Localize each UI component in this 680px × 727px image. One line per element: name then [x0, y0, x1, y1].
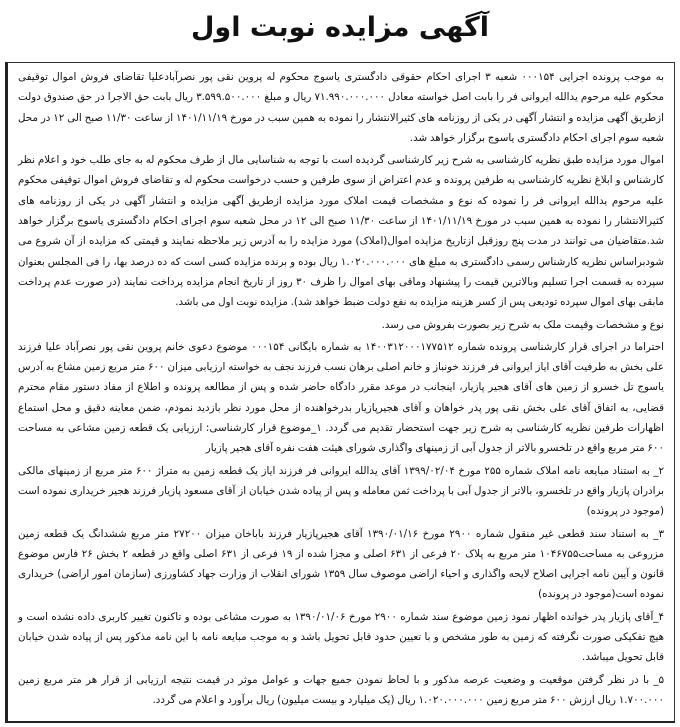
- item-3-paragraph: ۳_ به استناد سند قطعی غیر منقول شماره ۲۹۰۰ مورخ ۱۳۹۰/۰۱/۱۶ آقای هجیرپازیار فرزند باباخان میزان ۲۷۲۰۰ متر مربع ششدانگ یک قطعه زمین مزروعی به مساحت۱۰۴۶۷۵۵ متر مربع به پلاک ۲۰ فرعی از ۶۳۱ اصلی و مجزا شده از ۱۹ فرعی از ۶۳۱ اصلی واقع در قطعه ۲ بخش ۲۶ فارس موضوع قانون و آیین نامه اجرایی اصلاح لایحه واگذاری و احیاء اراضی موصوف سال ۱۳۵۹ شورای انقلاب از وزارت جهاد کشاورزی (سازمان امور اراضی) خریداری نموده است(موجود در پرونده): [18, 527, 665, 601]
- item-5-paragraph: ۵_ با در نظر گرفتن موقعیت و وضعیت عرصه مذکور و با لحاظ نمودن جمیع جهات و عوامل موثر در قیمت نتیجه ارزیابی از قرار هر متر مربع زمین ۱.۷۰۰.۰۰۰ ریال ارزش ۶۰۰ متر مربع زمین ۱.۰۲۰.۰۰۰.۰۰۰ ریال (یک میلیارد و بیست میلیون) ریال برآورد و اعلام می گردد.: [18, 673, 664, 706]
- item-2-paragraph: ۲_ به استناد مبایعه نامه املاک شماره ۲۵۵ مورخ ۱۳۹۹/۰۲/۰۴ آقای یدالله ایروانی فر فرزند ایاز یک قطعه زمین به متراژ ۶۰۰ متر مربع از زمینهای مالکی برادران پازیار واقع در تلخسرو، بالاتر از جدول آبی با پرداخت ثمن معامله و پس از پیاده شدن خیابان از آقای مسعود پازیار فرزند هجیر خریداری نموده است (موجود در پرونده): [18, 464, 664, 518]
- property-heading: نوع و مشخصات وقیمت ملک به شرح زیر بصورت بفروش می رسد.: [381, 318, 664, 331]
- item-4-paragraph: ۴_آقای پازیار پدر خوانده اظهار نمود زمین موضوع سند شماره ۲۹۰۰ مورخ ۱۳۹۰/۰۱/۰۶ به صورت مشاعی بوده و تاکنون تغییر کاربری داده نشده است و هیچ تفکیکی صورت نگرفته که زمین به طور مشخص و با تعیین حدود قابل تحویل باشد و به موجب مبایعه نامه با این نامه مذکور پس از پیاده شدن خیابان قابل تحویل میباشد.: [18, 610, 664, 664]
- intro-paragraph: به موجب پرونده اجرایی ۰۰۰۱۵۴ شعبه ۳ اجرای احکام حقوقی دادگستری یاسوج محکوم له پروین نقی پور نصرآبادعلیا تقاضای فروش اموال توقیفی محکوم علیه مرحوم یدالله ایروانی فر را بابت اصل خواسته معادل ۷۱.۹۹۰.۰۰۰.۰۰۰ ریال و مبلغ ۳.۵۹۹.۵۰۰.۰۰۰ ریال بابت حق الاجرا در حق صندوق دولت ازطریق آگهی مزایده و انتشار آگهی در یکی از روزنامه های کثیرالانتشار را نموده به همین سبب در مورخ ۱۴۰۱/۱۱/۱۹ از ساعت ۱۱/۳۰ صبح الی ۱۲ در محل شعبه سوم اجرای احکام دادگستری یاسوج برگزار خواهد شد.: [18, 71, 664, 144]
- notice-title: آگهی مزایده نوبت اول: [191, 12, 489, 43]
- auction-terms-paragraph: اموال مورد مزایده طبق نظریه کارشناسی به شرح زیر کارشناسی گردیده است با توجه به شناسایی مال از طرف محکوم له به جای طلب خود و اعلام نظر کارشناس و ابلاغ نظریه کارشناسی به طرفین پرونده و عدم اعتراض از سوی طرفین و حسب درخواست محکوم له و تقاضای فروش اموال توقیفی محکوم علیه مرحوم یدالله ایروانی فر را نموده که نوع و مشخصات قیمت املاک مورد مزایده ازطریق آگهی مزایده و انتشار آگهی در یکی از روزنامه های کثیرالانتشار را نموده به همین سبب در مورخ ۱۴۰۱/۱۱/۱۹ از ساعت ۱۱/۳۰ صبح الی ۱۲ در محل شعبه سوم اجرای احکام دادگستری یاسوج برگزار خواهد شد.متقاضیان می توانند در مدت پنج روزقبل ازتاریخ مزایده اموال(املاک) مورد مزایده را به آدرس زیر ملاحظه نمایند و قیمتی که مزایده از آن شروع می شودبراساس نظریه کارشناس رسمی دادگستری به مبلغ های ۱.۰۲۰.۰۰۰.۰۰۰ ریال بوده و برنده مزایده کسی است که ده درصد بها، را فی المجلس بعنوان سپرده به قسمت اجرا تسلیم وبالاترین قیمت را پیشنهاد وماقی بهای اموال را ظرف ۳۰ روز از تاریخ انجام مزایده پرداخت نمایند (در صورت عدم پرداخت مابقی بهای اموال سپرده تودیعی پس از کسر هزینه مزایده به نفع دولت ضبط خواهد شد). مزایده نوبت اول می باشد.: [18, 154, 665, 309]
- notice-body: [5, 62, 675, 723]
- expert-report-paragraph: احتراما در اجرای قرار کارشناسی پرونده شماره ۱۴۰۰۳۱۲۰۰۰۱۷۷۵۱۲ به شماره بایگانی ۰۰۰۱۵۴ موضوع دعوی خانم پروین نقی پور نصرآباد علیا فرزند علی بخش به طرفیت آقای ایاز ایروانی فر فرزند خونباز و خانم اصلی برهان نسب فرزند نجف به خواسته ارزیابی میزان ۶۰۰ متر مربع زمین مشاع به آدرس یاسوج تل خسرو از زمین های آقای هجیر پازیار، اینجانب در موعد مقرر دادگاه حاضر شده و پس از مطالعه پرونده و اطلاع از مفاد دستور مقام محترم قضایی، به اتفاق آقای علی بخش نقی پور پدر خواهان و آقای هجیرپازیار بدرخواهنده از محل مورد نظر بازدید نمودم، ضمن معاینه دقیق و محل استماع اظهارات طرفین نظریه کارشناسی به شرح زیر جهت استحضار تقدیم می گردد. ۱_موضوع قرار کارشناسی: ارزیابی یک قطعه زمین مشاعی به مساحت ۶۰۰ متر مربع واقع در تلخسرو بالاتر از جدول آبی از زمینهای واگذاری شورای هیئت هفت نفره آقای هجیر پازیار: [18, 340, 664, 455]
